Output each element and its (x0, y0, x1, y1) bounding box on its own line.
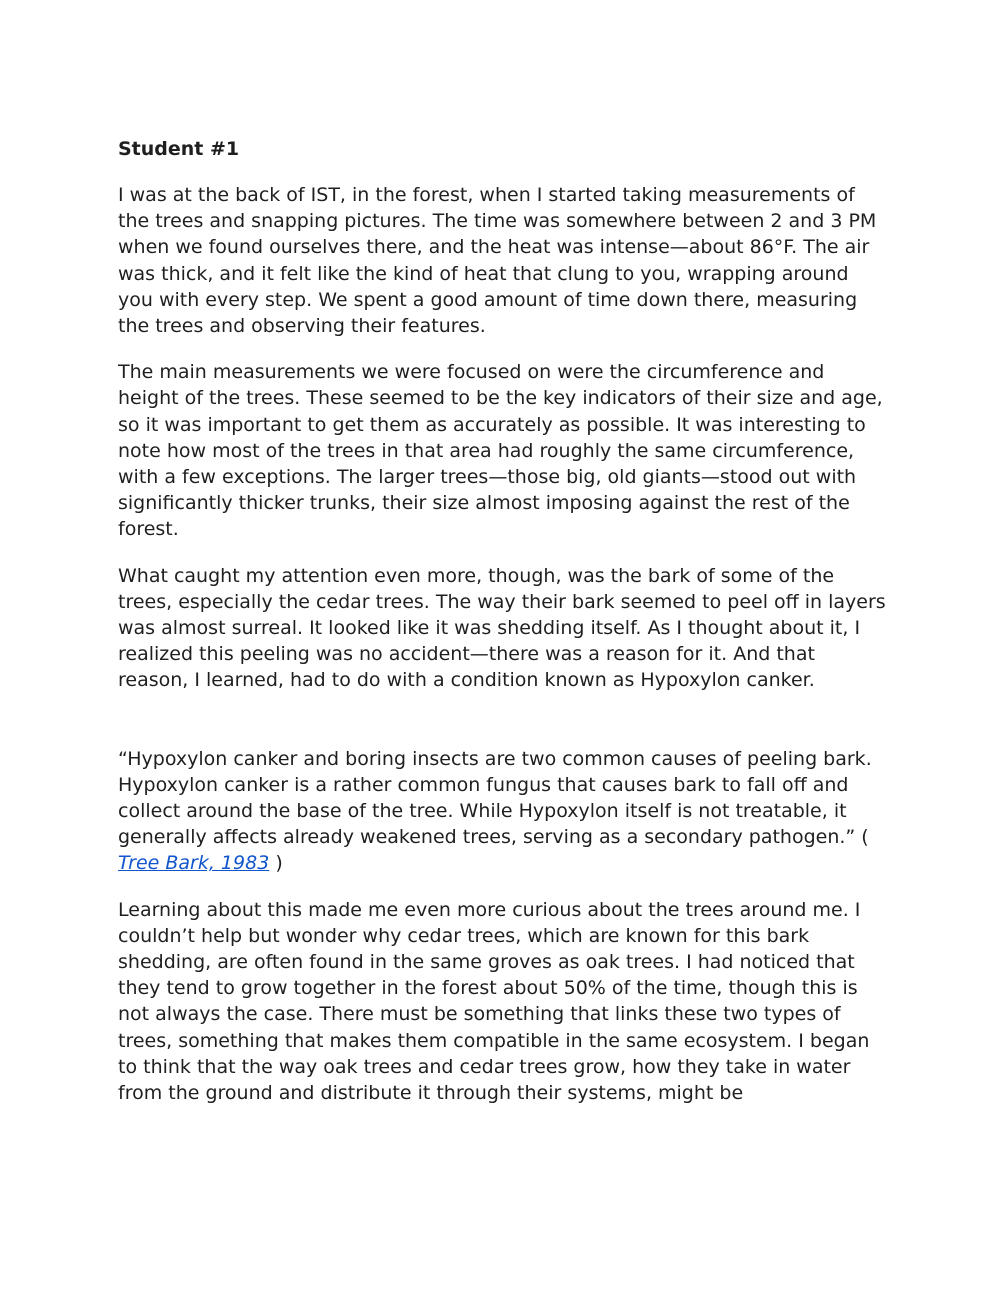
paragraph-observation: I was at the back of IST, in the forest, when I started taking measurements of the trees and snapping pictures. The time was somewhere between 2 and 3 PM when we found ourselves there, and the heat was intense—about 86°F. The air was thick, and it felt like the kind of heat that clung to you, wrapping around you with every step. We spent a good amount of time down there, measuring the trees and observing their features. (118, 184, 877, 338)
document-page (118, 136, 888, 1126)
quote-paragraph (118, 746, 888, 877)
quote-closing: ) (269, 852, 283, 875)
paragraph-measurements: The main measurements we were focused on were the circumference and height of the trees. These seemed to be the key indicators of their size and age, so it was important to get them as accurately as possible. It was interesting to note how most of the trees in that area had roughly the same circumference, with a few exceptions. The larger trees—those big, old giants—stood out with significantly thicker trunks, their size almost imposing against the rest of the forest. (118, 361, 883, 541)
quote-text: “Hypoxylon canker and boring insects are two common causes of peeling bark. Hypoxylon canker is a rather common fungus that causes bark to fall off and collect around the base of the tree. While Hypoxylon itself is not treatable, it generally affects already weakened trees, serving as a secondary pathogen.” ( (118, 747, 872, 849)
citation-link[interactable]: Tree Bark, 1983 (118, 852, 270, 875)
paragraph-cedar-oak: Learning about this made me even more curious about the trees around me. I couldn’t help but wonder why cedar trees, which are known for this bark shedding, are often found in the same groves as oak trees. I had noticed that they tend to grow together in the forest about 50% of the time, though this is not always the case. There must be something that links these two types of trees, something that makes them compatible in the same ecosystem. I began to think that the way oak trees and cedar trees grow, how they take in water from the ground and distribute it through their systems, might be (118, 898, 870, 1105)
document-heading: Student #1 (118, 138, 240, 160)
paragraph-bark: What caught my attention even more, though, was the bark of some of the trees, especially the cedar trees. The way their bark seemed to peel off in layers was almost surreal. It looked like it was shedding itself. As I thought about it, I realized this peeling was no accident—there was a reason for it. And that reason, I learned, had to do with a condition known as Hypoxylon canker. (118, 564, 886, 692)
